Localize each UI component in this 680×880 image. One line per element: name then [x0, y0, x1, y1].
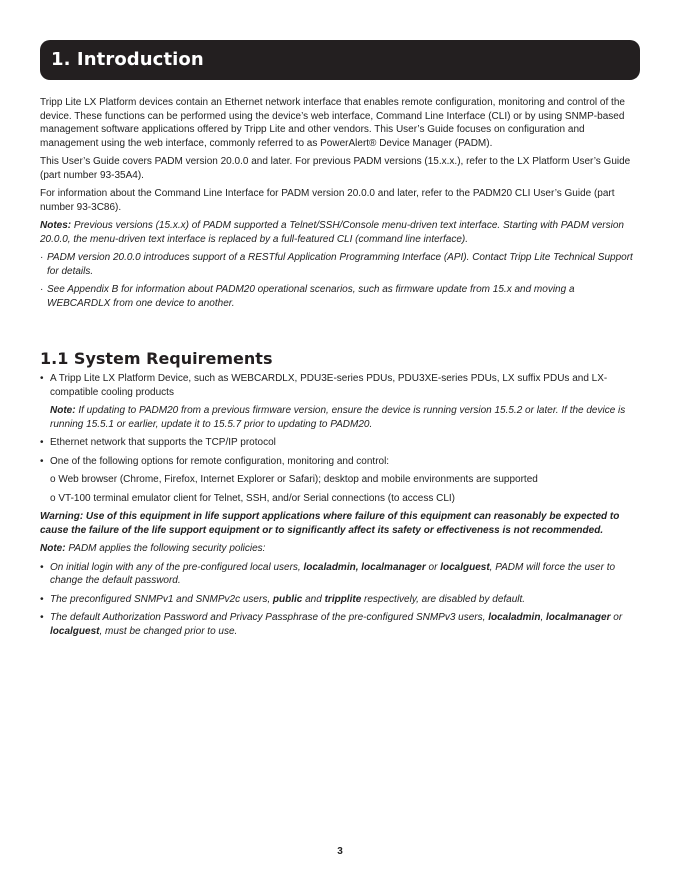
intro-paragraph-2: This User’s Guide covers PADM version 20.0.0 and later. For previous PADM versions (15.x.x.), refer to the LX Platform User’s Guide (part number 93-35A4). [40, 156, 631, 181]
bullet-marker: • [40, 593, 44, 605]
requirement-text: A Tripp Lite LX Platform Device, such as WEBCARDLX, PDU3E-series PDUs, PDU3XE-series PDUs, LX suffix PDUs and LX-compatible cooling products [50, 373, 608, 398]
policy-user-name: localguest [440, 561, 490, 573]
policy-note-label: Note: [40, 543, 66, 554]
policy-text-part: or [610, 612, 623, 623]
firmware-note-text: If updating to PADM20 from a previous firmware version, ensure the device is running version 15.5.2 or later. If the device is running 15.5.1 or earlier, update it to 15.5.7 prior to updating to PADM20. [50, 405, 626, 430]
note-item [40, 251, 640, 278]
requirement-text: One of the following options for remote configuration, monitoring and control: [50, 455, 390, 467]
notes-label: Notes: [40, 220, 72, 231]
dot-marker: · [40, 284, 44, 295]
notes-text: Previous versions (15.x.x) of PADM supported a Telnet/SSH/Console menu-driven text interface. Starting with PADM version 20.0.0, the menu-driven text interface is replaced by a full-featured CLI (command line interface). [40, 220, 624, 245]
requirement-bullet [40, 455, 640, 469]
policy-text [50, 562, 615, 587]
bullet-marker: • [40, 373, 44, 384]
policy-note [40, 542, 640, 556]
policy-user-names: localadmin, localmanager [303, 561, 426, 573]
policy-user-name: tripplite [324, 593, 362, 605]
firmware-note-label: Note: [50, 405, 76, 416]
policy-bullet [40, 611, 640, 638]
intro-paragraph-1: Tripp Lite LX Platform devices contain an Ethernet network interface that enables remote configuration, monitoring and control of the device. These functions can be performed using the device’s web interface, Command Line Interface (CLI) or by using SNMP-based management software applications offered by Tripp Lite and other vendors. This User’s Guide focuses on configuration and management using the web interface, commonly referred to as PowerAlert® Device Manager (PADM). [40, 97, 625, 149]
section-banner [40, 40, 640, 80]
policy-text-part: , PADM will force the user to change the default password. [50, 561, 616, 586]
policy-text-part: and [302, 593, 325, 605]
intro-paragraph-3: For information about the Command Line Interface for PADM version 20.0.0 and later, refer to the PADM20 CLI User’s Guide (part number 93-3C86). [40, 188, 615, 213]
note-item [40, 283, 640, 310]
policy-text-part: The preconfigured SNMPv1 and SNMPv2c users, [50, 593, 273, 605]
policy-user-name: localmanager [546, 612, 611, 623]
section-title: 1. Introduction [51, 49, 204, 70]
policy-text [50, 612, 622, 637]
page-content [40, 96, 640, 643]
policy-text-part: or [425, 561, 441, 573]
warning-text: Warning: Use of this equipment in life support applications where failure of this equipment can reasonably be expected to cause the failure of the life support equipment or to significantly affect its safety or effectiveness is not recommended. [40, 511, 620, 536]
option-item-web-browser: o Web browser (Chrome, Firefox, Internet Explorer or Safari); desktop and mobile environments are supported [50, 474, 538, 485]
option-item-terminal: o VT-100 terminal emulator client for Telnet, SSH, and/or Serial connections (to access CLI) [50, 492, 456, 504]
requirement-bullet [40, 372, 640, 399]
bullet-marker: • [40, 455, 44, 467]
requirement-bullet [40, 436, 640, 450]
requirement-text: Ethernet network that supports the TCP/IP protocol [50, 437, 276, 448]
policy-text-part: On initial login with any of the pre-configured local users, [50, 561, 304, 573]
policy-text-part: , [540, 612, 546, 623]
policy-bullet [40, 561, 640, 588]
policy-text-part: respectively, are disabled by default. [361, 593, 526, 605]
intro-notes [40, 219, 640, 246]
policy-text [50, 594, 525, 605]
policy-bullet [40, 593, 640, 607]
policy-user-name: public [272, 593, 303, 605]
bullet-marker: • [40, 612, 44, 623]
policy-text-part: , must be changed prior to use. [99, 625, 238, 637]
note-item-text: See Appendix B for information about PADM20 operational scenarios, such as firmware update from 15.x and moving a WEBCARDLX from one device to another. [47, 284, 575, 309]
note-item-text: PADM version 20.0.0 introduces support of a RESTful Application Programming Interface (API). Contact Tripp Lite Technical Support for details. [47, 252, 633, 277]
policy-note-text: PADM applies the following security policies: [65, 543, 266, 554]
page-number: 3 [337, 846, 343, 857]
policy-text-part: The default Authorization Password and Privacy Passphrase of the pre-configured SNMPv3 users, [50, 612, 489, 623]
firmware-note [40, 404, 640, 431]
policy-user-name: localadmin [488, 612, 541, 623]
dot-marker: · [40, 252, 44, 263]
bullet-marker: • [40, 437, 44, 448]
subsection-title: 1.1 System Requirements [40, 349, 273, 368]
bullet-marker: • [40, 561, 44, 573]
policy-user-name: localguest [50, 625, 100, 637]
